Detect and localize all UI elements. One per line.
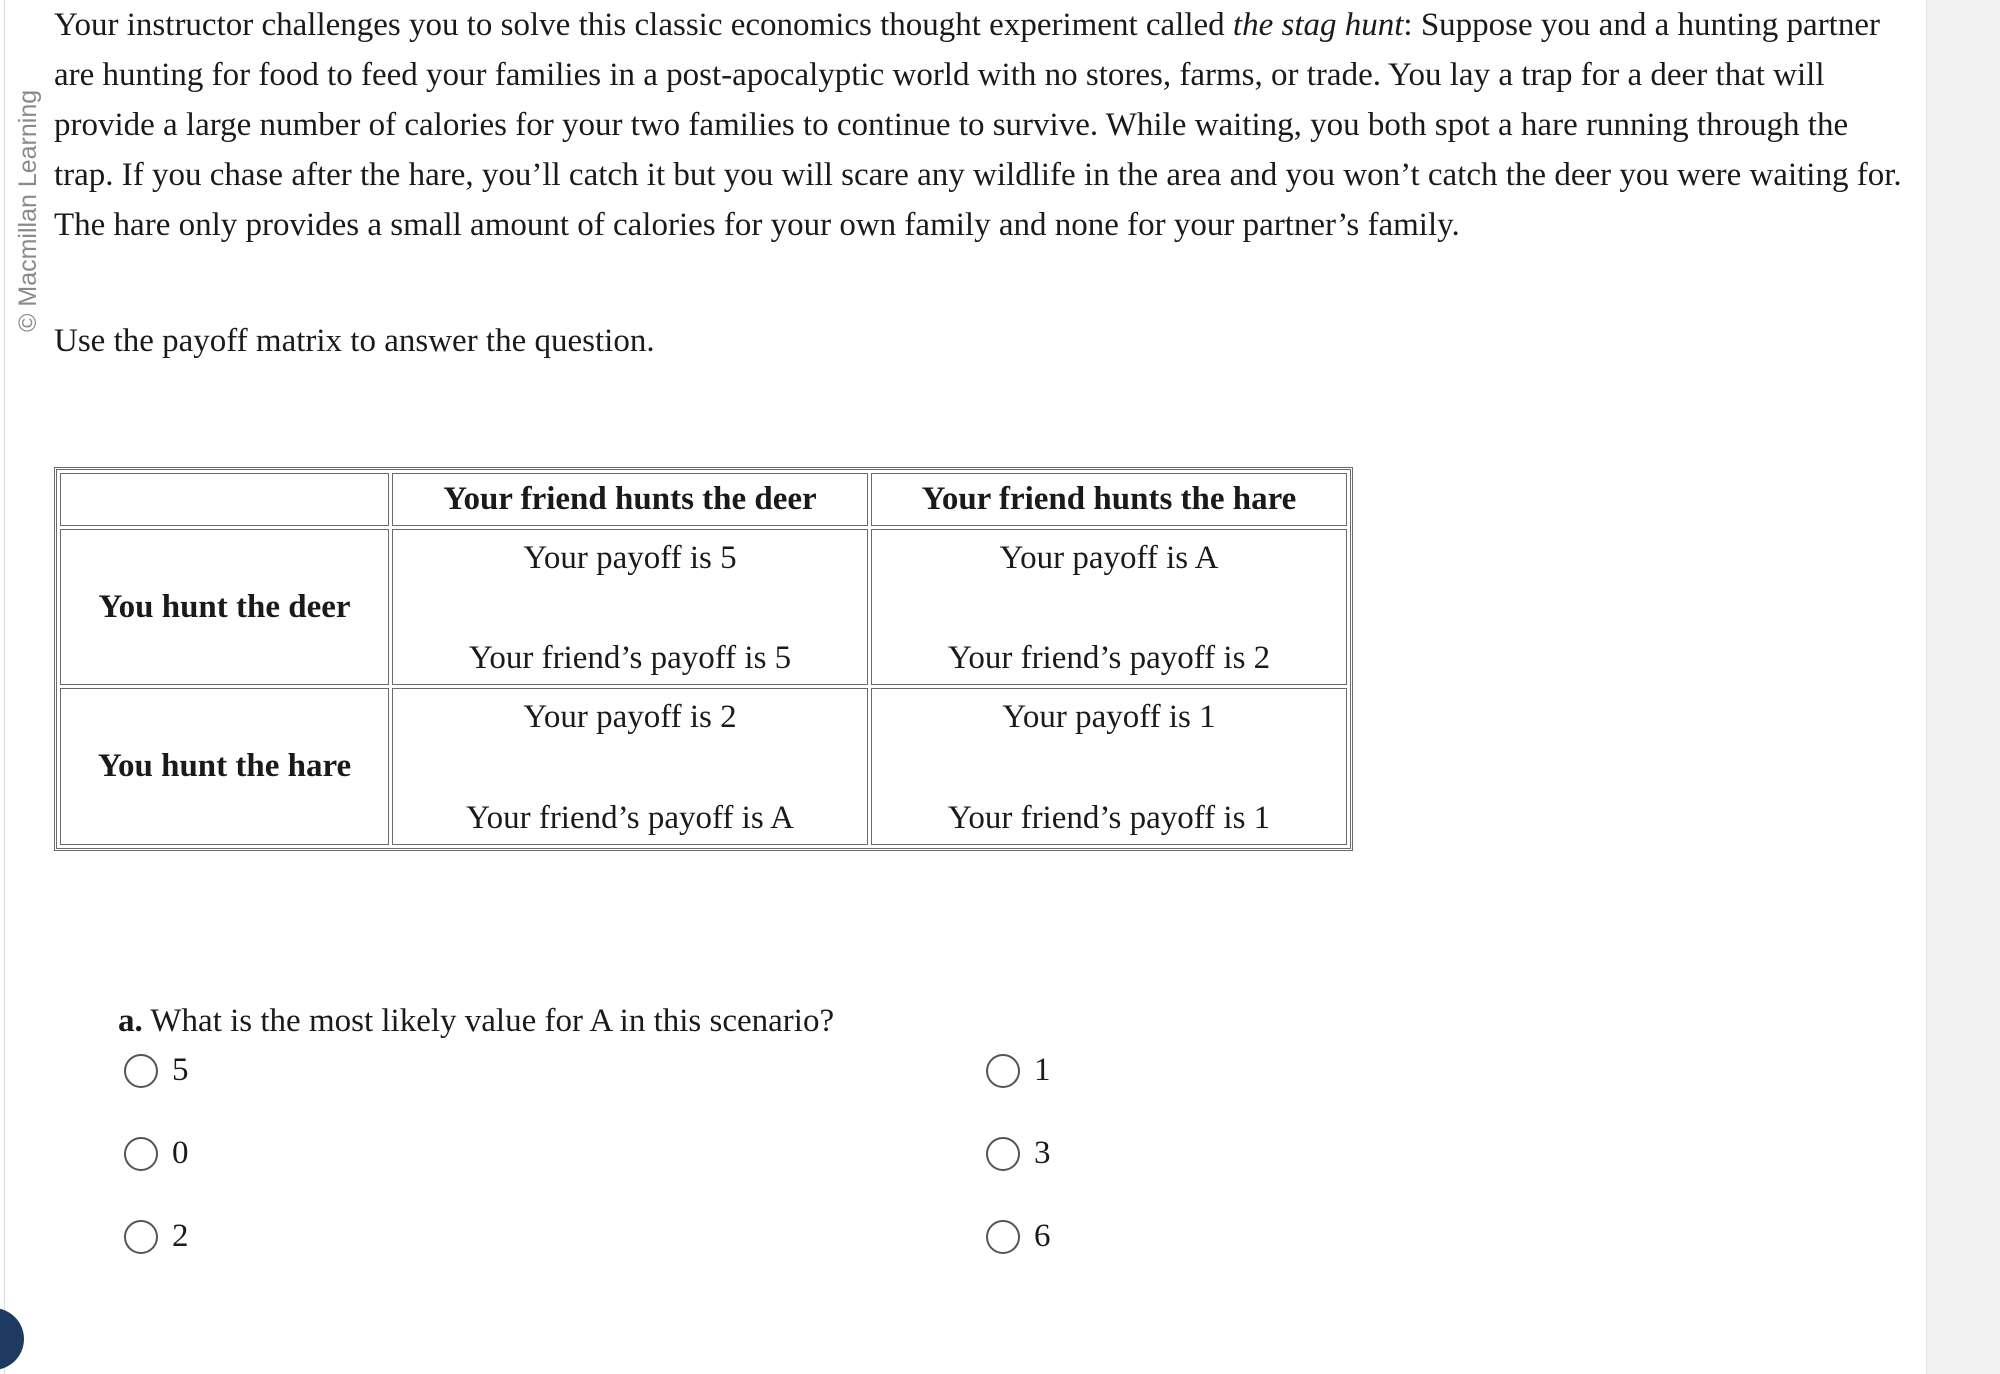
question-a — [118, 996, 834, 1046]
payoff-cell-hare-hare — [871, 688, 1347, 845]
radio-button[interactable] — [124, 1137, 158, 1171]
matrix-row-hunt-hare — [60, 688, 1347, 845]
row-header-you-hare: You hunt the hare — [60, 688, 389, 845]
payoff-cell-deer-hare — [871, 529, 1347, 686]
instruction-text: Use the payoff matrix to answer the question. — [54, 323, 655, 359]
intro-italic-term: the stag hunt — [1232, 7, 1404, 43]
matrix-corner-cell — [60, 473, 389, 526]
option-label: 3 — [1034, 1135, 1051, 1171]
option-label: 6 — [1034, 1218, 1051, 1254]
payoff-cell-deer-deer — [392, 529, 868, 686]
matrix-row-hunt-deer — [60, 529, 1347, 686]
option-label: 2 — [172, 1218, 189, 1254]
your-payoff: Your payoff is 2 — [523, 699, 737, 736]
your-payoff: Your payoff is 1 — [1002, 699, 1216, 736]
question-prefix: a. — [118, 1003, 143, 1039]
your-payoff: Your payoff is A — [999, 539, 1219, 576]
option-label: 5 — [172, 1052, 189, 1088]
option-3[interactable] — [986, 1135, 1051, 1172]
friend-payoff: Your friend’s payoff is 5 — [468, 640, 792, 677]
friend-payoff: Your friend’s payoff is 1 — [947, 800, 1271, 836]
question-text: What is the most likely value for A in this scenario? — [142, 1003, 835, 1039]
radio-button[interactable] — [986, 1220, 1020, 1254]
option-2[interactable] — [124, 1218, 189, 1255]
radio-button[interactable] — [986, 1054, 1020, 1088]
option-label: 0 — [172, 1135, 189, 1171]
friend-payoff: Your friend’s payoff is A — [466, 800, 794, 836]
payoff-matrix — [54, 467, 1353, 851]
intro-text-end: : Suppose you and a hunting partner are hunting for food to feed your families in a post-apocalyptic world with no stores, farms, or trade. You lay a trap for a deer that will provide a large number of calories for your two families to continue to survive. While waiting, you both spot a hare running through the trap. If you chase after the hare, you’ll catch it but you will scare any wildlife in the area and you won’t catch the deer you were waiting for. The hare only provides a small amount of calories for your own family and none for your partner’s family. — [54, 7, 1902, 243]
radio-button[interactable] — [124, 1054, 158, 1088]
help-badge-icon[interactable] — [0, 1308, 24, 1370]
radio-button[interactable] — [124, 1220, 158, 1254]
intro-text-start: Your instructor challenges you to solve this classic economics thought experiment called — [54, 7, 1233, 43]
option-0[interactable] — [124, 1135, 189, 1172]
right-side-panel — [1926, 0, 2000, 1374]
row-header-you-deer: You hunt the deer — [60, 529, 389, 686]
radio-button[interactable] — [986, 1137, 1020, 1171]
left-border — [4, 0, 5, 1374]
option-label: 1 — [1034, 1052, 1051, 1088]
option-1[interactable] — [986, 1052, 1051, 1089]
friend-payoff: Your friend’s payoff is 2 — [947, 640, 1271, 677]
col-header-friend-hare: Your friend hunts the hare — [871, 473, 1347, 526]
option-6[interactable] — [986, 1218, 1051, 1255]
your-payoff: Your payoff is 5 — [523, 539, 737, 576]
payoff-cell-hare-deer — [392, 688, 868, 845]
matrix-header-row — [60, 473, 1347, 526]
option-5[interactable] — [124, 1052, 189, 1089]
intro-paragraph — [54, 0, 1914, 250]
copyright-label: © Macmillan Learning — [14, 89, 42, 332]
col-header-friend-deer: Your friend hunts the deer — [392, 473, 868, 526]
